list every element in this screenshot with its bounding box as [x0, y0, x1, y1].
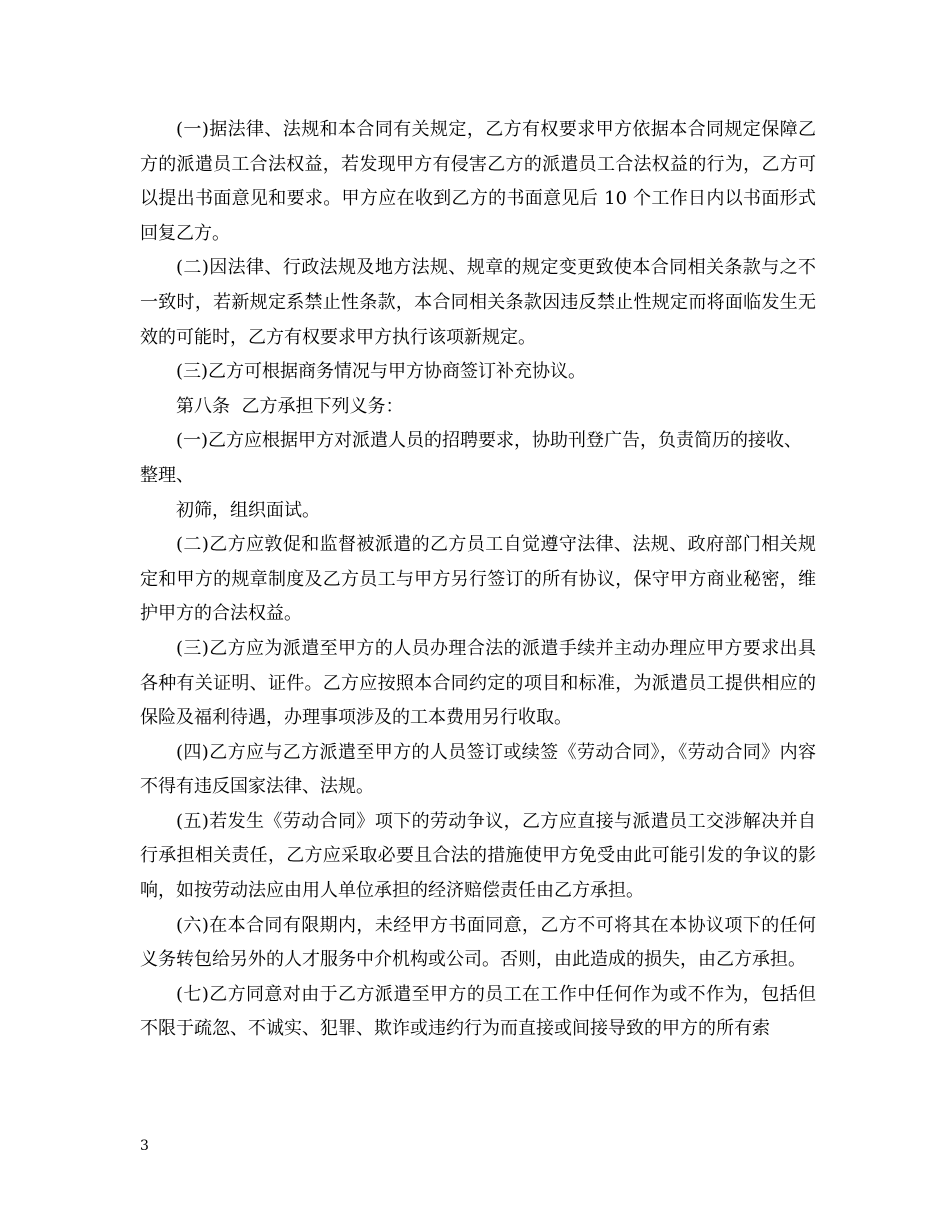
clause-paragraph-6: (三)乙方应为派遣至甲方的人员办理合法的派遣手续并主动办理应甲方要求出具各种有关证明、证件。乙方应按照本合同约定的项目和标准，为派遣员工提供相应的保险及福利待遇，办理事项涉及的工本费用另行收取。: [140, 637, 816, 729]
clause-paragraph-5: (二)乙方应敦促和监督被派遣的乙方员工自觉遵守法律、法规、政府部门相关规定和甲方的规章制度及乙方员工与甲方另行签订的所有协议，保守甲方商业秘密，维护甲方的合法权益。: [140, 534, 816, 625]
clause-paragraph-9: (六)在本合同有限期内，未经甲方书面同意，乙方不可将其在本协议项下的任何义务转包给另外的人才服务中介机构或公司。否则，由此造成的损失，由乙方承担。: [140, 914, 816, 971]
clause-paragraph-4: (一)乙方应根据甲方对派遣人员的招聘要求，协助刊登广告，负责简历的接收、整理、: [140, 430, 803, 486]
clause-paragraph-8: (五)若发生《劳动合同》项下的劳动争议，乙方应直接与派遣员工交涉解决并自行承担相关责任，乙方应采取必要且合法的措施使甲方免受由此可能引发的争议的影响，如按劳动法应由用人单位承担的经济赔偿责任由乙方承担。: [140, 810, 816, 902]
clause-paragraph-7: (四)乙方应与乙方派遣至甲方的人员签订或续签《劳动合同》，《劳动合同》内容不得有违反国家法律、法规。: [140, 741, 816, 798]
clause-paragraph-1: (一)据法律、法规和本合同有关规定，乙方有权要求甲方依据本合同规定保障乙方的派遣员工合法权益，若发现甲方有侵害乙方的派遣员工合法权益的行为，乙方可以提出书面意见和要求。甲方应在收到乙方的书面意见后 10 个工作日内以书面形式回复乙方。: [140, 119, 816, 244]
clause-paragraph-3: (三)乙方可根据商务情况与甲方协商签订补充协议。: [176, 361, 587, 383]
page-number: 3: [140, 1138, 149, 1154]
clause-paragraph-10: (七)乙方同意对由于乙方派遣至甲方的员工在工作中任何作为或不作为，包括但不限于疏忽、不诚实、犯罪、欺诈或违约行为而直接或间接导致的甲方的所有索: [140, 983, 816, 1040]
contract-body: [140, 113, 816, 1047]
clause-paragraph-4-continued: 初筛，组织面试。: [176, 499, 320, 521]
article-heading: 第八条 乙方承担下列义务：: [176, 395, 404, 417]
clause-paragraph-2: (二)因法律、行政法规及地方法规、规章的规定变更致使本合同相关条款与之不一致时，若新规定系禁止性条款，本合同相关条款因违反禁止性规定而将面临发生无效的可能时，乙方有权要求甲方执行该项新规定。: [140, 257, 816, 348]
